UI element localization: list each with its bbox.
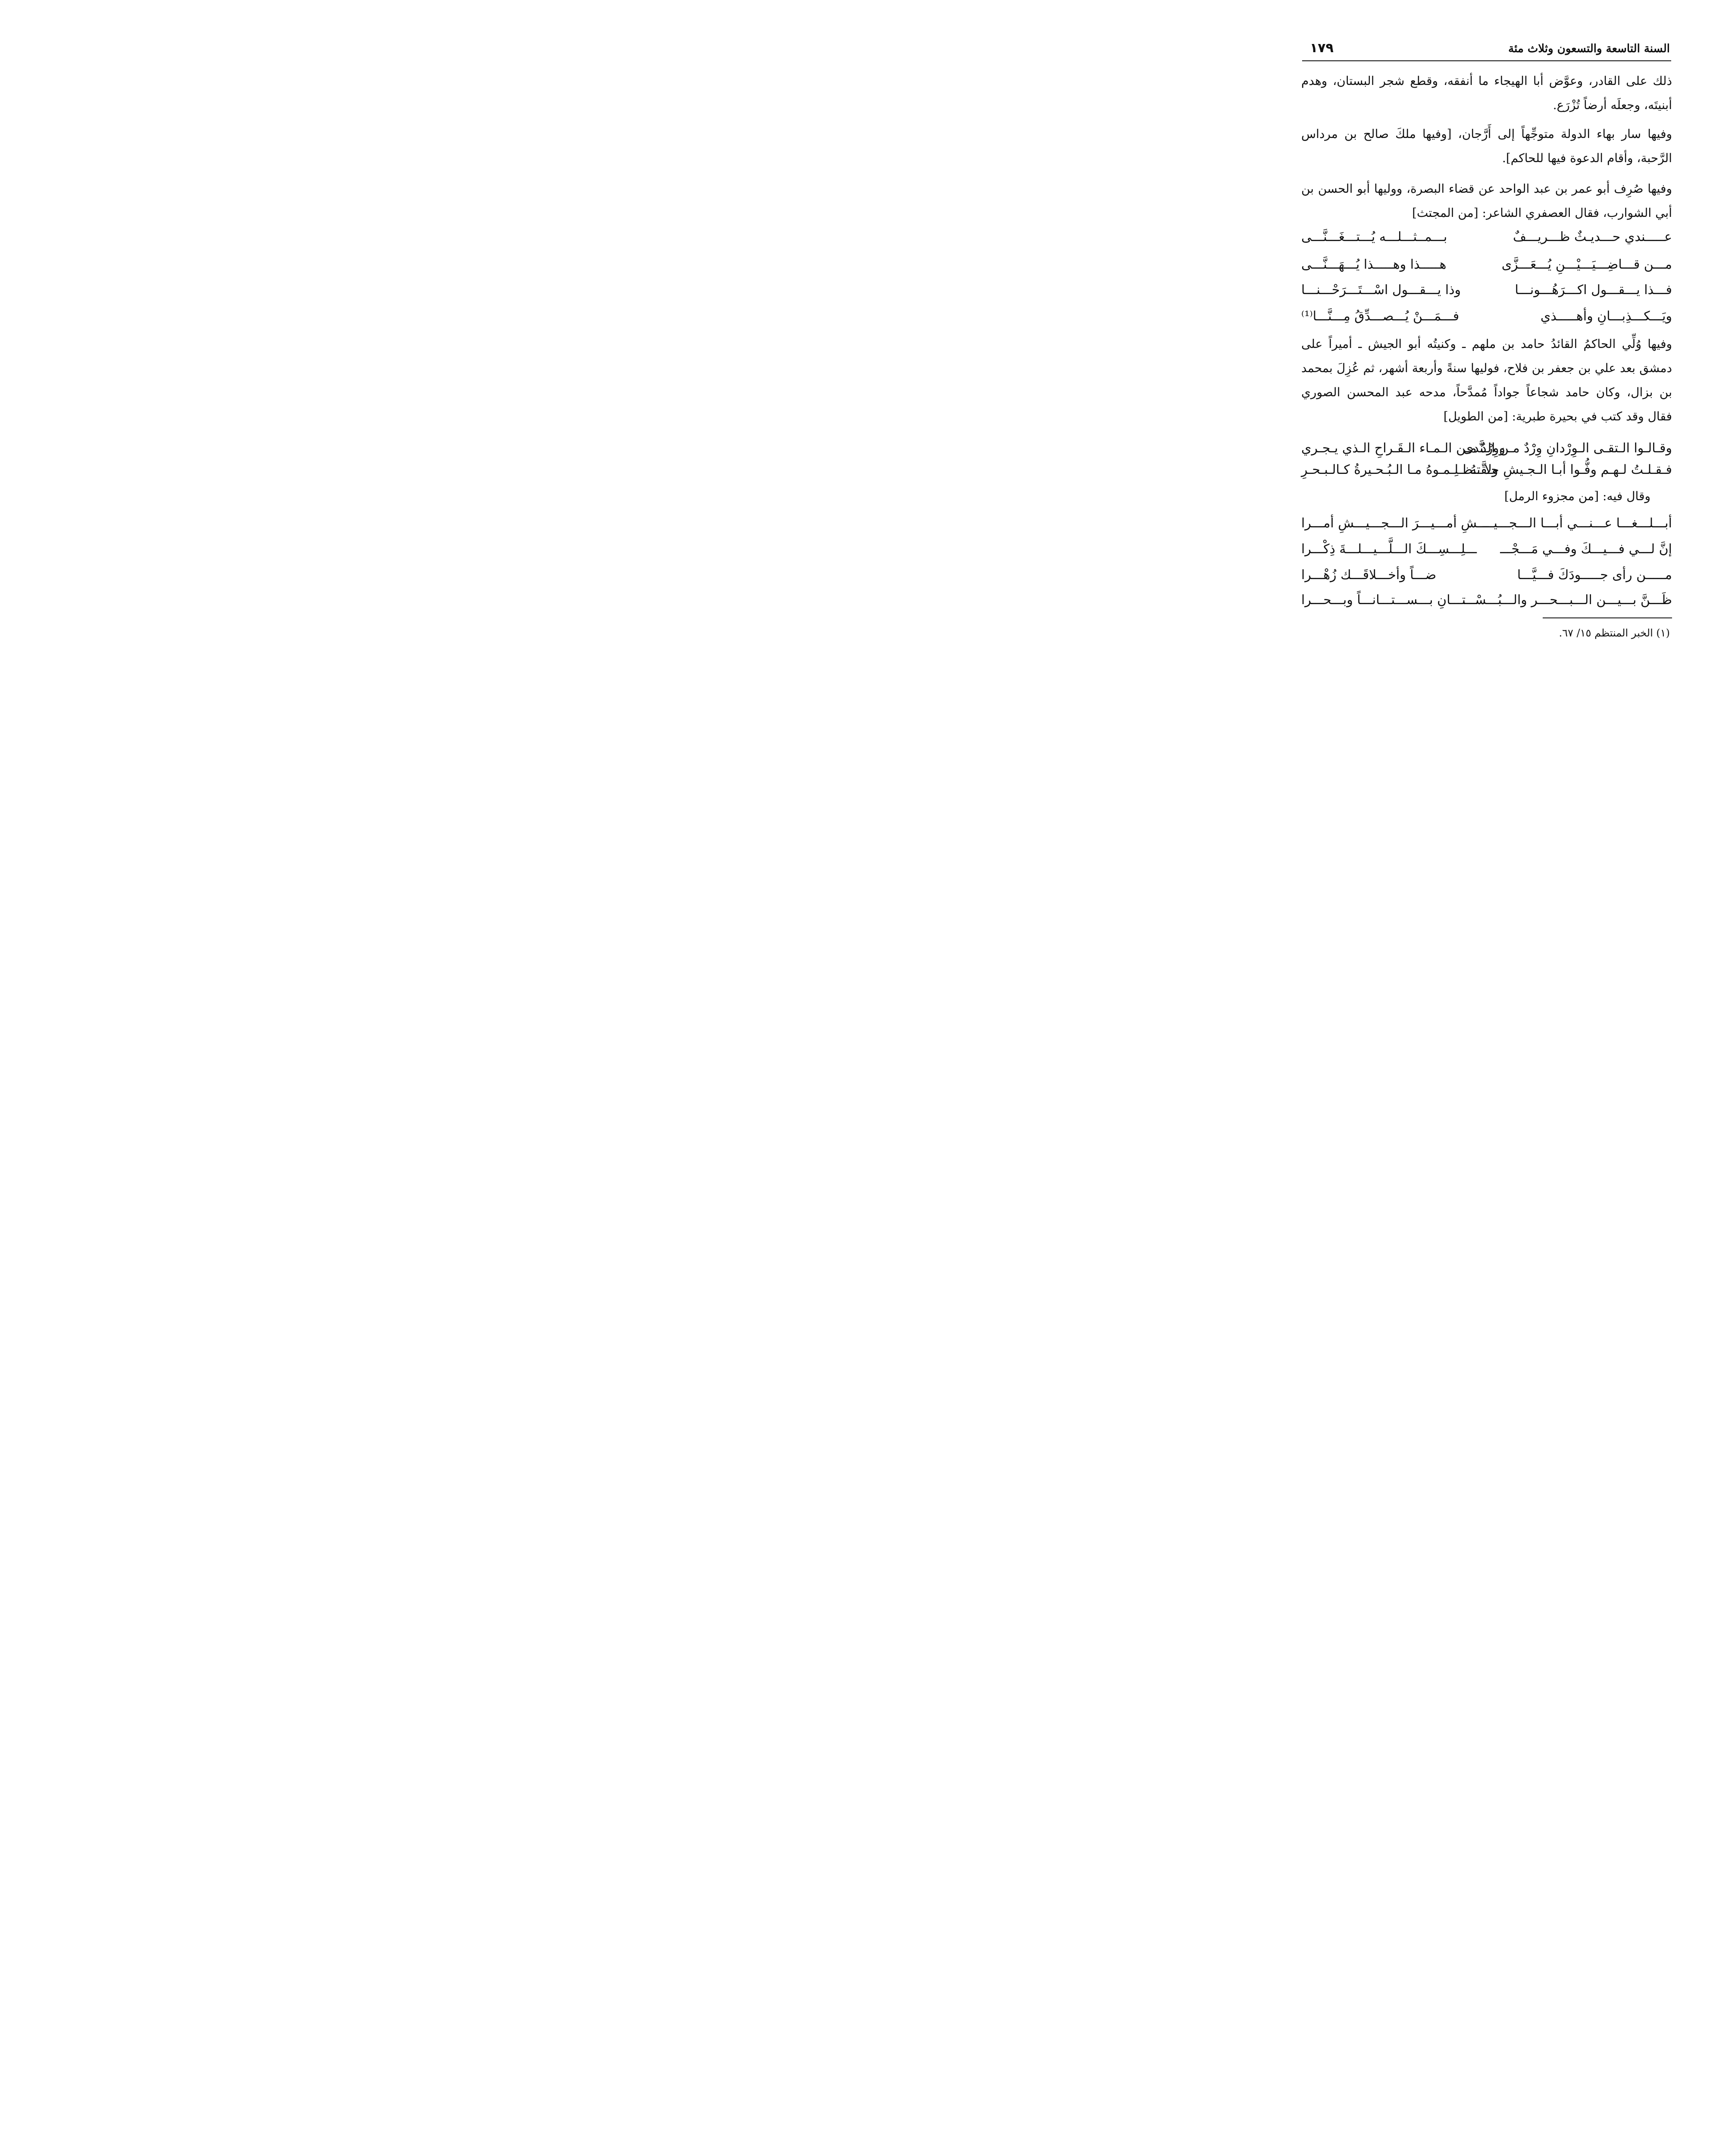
poem1-verse xyxy=(1301,309,1672,332)
poem3-verse xyxy=(1301,542,1672,565)
paragraph-4: وفيها وُلِّي الحاكمُ القائدُ حامد بن ملهم ـ وكنيتُه أبو الجيش ـ أميراً على دمشق بعد علي بن جعفر بن فلاح، فوليها سنةً وأربعة أشهر، ثم عُزِلَ بمحمد بن بزال، وكان حامد شجاعاً جواداً مُمدَّحاً، مدحه عبد المحسن الصوري فقال وقد كتب في بحيرة طبرية: [من الطويل] xyxy=(1301,337,1672,423)
book-page xyxy=(1301,0,1672,676)
poem3-verse xyxy=(1301,516,1672,539)
poem3-verse xyxy=(1301,592,1672,616)
hemistich-right: مـــن قـــاضِـــيَـــيْـــنِ يُـــعَـــزَّى xyxy=(1501,257,1672,272)
hemistich-left: ـــلِـــسِـــكَ الـــلَّـــيـــلـــةَ ذِكْـــرا xyxy=(1301,542,1477,557)
hemistich-right: مـــــن رأى جـــــودَكَ فـــيَّـــا xyxy=(1517,567,1672,583)
hemistich-right: عـــــندي حـــديـثٌ ظـــريـــفٌ xyxy=(1513,229,1672,244)
paragraph-1: ذلك على القادر، وعوَّض أبا الهيجاء ما أنفقه، وقطع شجر البستان، وهدم أبنيتَه، وجعلَه أرضاً تُزْرَع. xyxy=(1301,74,1672,112)
hemistich-right: إنَّ لـــي فـــيـــكَ وفـــي مَـــجْـــ xyxy=(1500,542,1672,557)
poem1-verse xyxy=(1301,229,1672,253)
paragraph-2: وفيها سار بهاء الدولة متوجِّهاً إلى أَرَّجان، [وفيها ملكَ صالح بن مرداس الرَّحبة، وأقام الدعوة فيها للحاكم]. xyxy=(1301,127,1672,165)
hemistich-left: ـــشِ أمـــيـــرَ الـــجـــيـــشِ أمـــرا xyxy=(1301,516,1489,531)
hemistich-right: ويَـــكـــذِبـــانِ وأهـــــذي xyxy=(1540,309,1672,324)
paragraph-3: وفيها صُرِف أبو عمر بن عبد الواحد عن قضاء البصرة، ووليها أبو الحسن بن أبي الشوارب، فقال العصفري الشاعر: [من المجتث] xyxy=(1301,182,1672,220)
poem1-verse xyxy=(1301,257,1672,280)
hemistich-left: ووِرْدٌ مـن الـمـاء الـقَـراحِ الـذي يـجـري xyxy=(1301,441,1506,456)
hemistich-right: أبـــلـــغـــا عـــنـــي أبـــا الـــجـــيـــ xyxy=(1482,516,1672,531)
header-rule xyxy=(1302,60,1671,61)
footnote-rule xyxy=(1543,617,1672,618)
poem2-verse xyxy=(1301,462,1672,486)
poem1-verse xyxy=(1301,282,1672,306)
footnote: (١) الخبر المنتظم ١٥/ ٦٧. xyxy=(1559,627,1670,639)
hemistich-left: فـــمَـــنْ يُـــصـــدِّقُ مِـــنَّـــا⁽¹⁾ xyxy=(1301,309,1459,324)
poem2-verse xyxy=(1301,441,1672,464)
running-title: السنة التاسعة والتسعون وثلاث مئة xyxy=(1508,42,1670,55)
page-header xyxy=(1301,42,1672,58)
hemistich-right: وقـالـوا الـتقـى الـوِرْدانِ وِرْدٌ مـن الـنَّدى xyxy=(1462,441,1672,456)
poem3-intro: وقال فيه: [من مجزوء الرمل] xyxy=(1504,489,1650,503)
page-number: ١٧٩ xyxy=(1310,41,1334,56)
hemistich-left: هـــــذا وهـــــذا يُـــهَـــنَّـــى xyxy=(1301,257,1447,272)
hemistich-left: وذا يـــقـــول اسْـــتَـــرَحْـــنـــا xyxy=(1301,282,1461,298)
hemistich-right: فـــذا يـــقـــول اكـــرَهُـــونـــا xyxy=(1515,282,1672,298)
hemistich-left: ولا تـظـلِـمـوهُ مـا الـبُـحـيرةُ كـالـبـحـرِ xyxy=(1301,462,1498,477)
hemistich-right: ظَـــنَّ بـــيـــن الـــبـــحـــر والـــبُـــسْـــ xyxy=(1463,592,1672,608)
hemistich-right: فـقـلـتُ لـهـم وفُّـوا أبـا الـجـيشِ حـقَّـهُ xyxy=(1470,462,1672,477)
hemistich-left: بـــمــثـــلـــه يُـــتـــغَـــنَّـــى xyxy=(1301,229,1447,244)
hemistich-left: ضـــاً وأخـــلاقَـــك زُهْـــرا xyxy=(1301,567,1437,583)
poem3-verse xyxy=(1301,567,1672,591)
hemistich-left: ـــتـــانِ بـــســـتـــانـــاً وبـــحـــرا xyxy=(1301,592,1478,608)
